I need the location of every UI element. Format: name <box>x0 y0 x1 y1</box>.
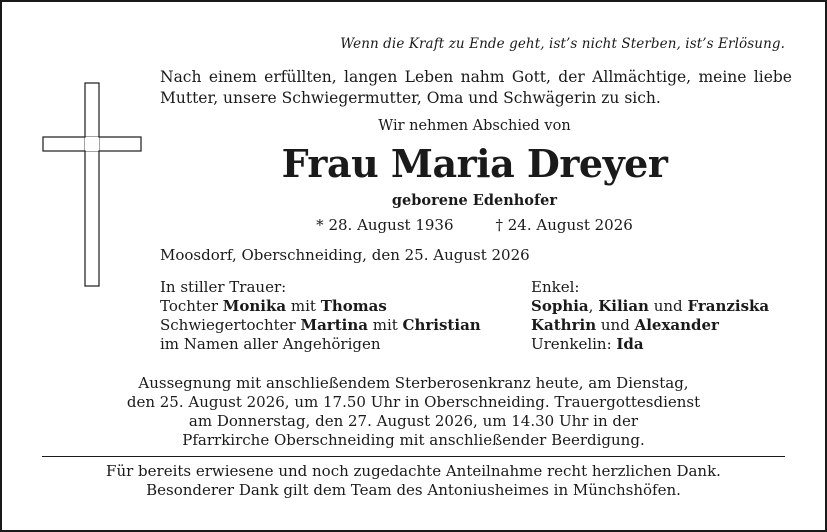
service-line: am Donnerstag, den 27. August 2026, um 14.30 Uhr in der <box>188 412 639 430</box>
service-line: Pfarrkirche Oberschneiding mit anschließender Beerdigung. <box>182 431 645 449</box>
grandchildren-heading: Enkel: <box>531 278 580 296</box>
place-and-date: Moosdorf, Oberschneiding, den 25. August 2026 <box>160 246 530 264</box>
mourners-grandchildren <box>531 278 769 354</box>
deceased-name: Frau Maria Dreyer <box>281 141 668 186</box>
mourner-line: Schwiegertochter Martina mit Christian <box>160 316 481 334</box>
mourners-heading: In stiller Trauer: <box>160 278 287 296</box>
service-line: Aussegnung mit anschließendem Sterberosenkranz heute, am Dienstag, <box>138 374 689 392</box>
thanks-line: Besonderer Dank gilt dem Team des Antoniusheimes in Münchshöfen. <box>146 481 681 499</box>
mourner-line: im Namen aller Angehörigen <box>160 335 381 353</box>
farewell-line: Wir nehmen Abschied von <box>378 118 571 134</box>
mourner-line: Tochter Monika mit Thomas <box>160 297 387 315</box>
mourner-line: Urenkelin: Ida <box>531 335 644 353</box>
birth-date: * 28. August 1936 <box>316 216 454 234</box>
mourner-line: Sophia, Kilian und Franziska <box>531 297 770 315</box>
maiden-name: geborene Edenhofer <box>391 192 558 209</box>
cross-icon <box>42 82 142 287</box>
death-date: † 24. August 2026 <box>495 216 633 234</box>
life-dates <box>162 216 787 234</box>
thanks-line: Für bereits erwiesene und noch zugedachte Anteilnahme recht herzlichen Dank. <box>106 462 721 480</box>
motto: Wenn die Kraft zu Ende geht, ist’s nicht Sterben, ist’s Erlösung. <box>340 36 785 52</box>
divider <box>42 456 785 457</box>
service-line: den 25. August 2026, um 17.50 Uhr in Oberschneiding. Trauergottesdienst <box>126 393 701 411</box>
mourner-line: Kathrin und Alexander <box>531 316 719 334</box>
mourners-family <box>160 278 481 354</box>
funeral-service-info <box>22 374 805 450</box>
thanks-text <box>22 462 805 500</box>
intro-text: Nach einem erfüllten, langen Leben nahm Gott, der Allmächtige, meine liebe Mutter, unsere Schwiegermutter, Oma und Schwägerin zu sich. <box>160 68 792 107</box>
